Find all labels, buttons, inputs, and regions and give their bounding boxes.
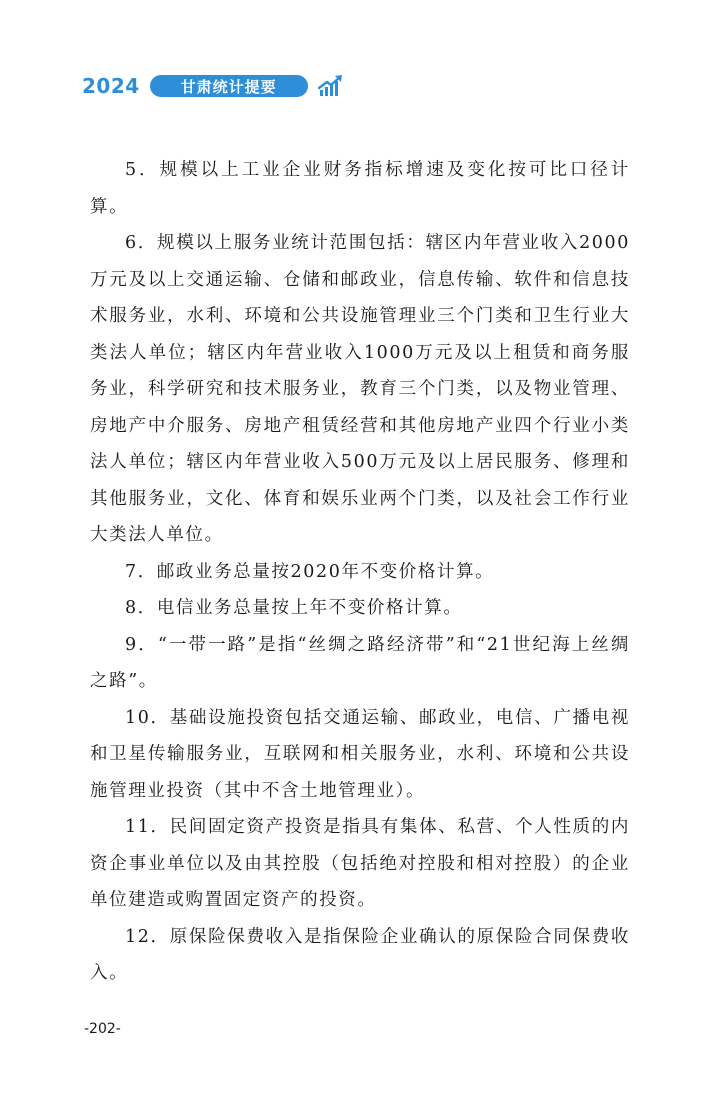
- note-paragraph: 5．规模以上工业企业财务指标增速及变化按可比口径计算。: [90, 160, 630, 217]
- header-year: 2024: [82, 74, 140, 98]
- page-header: [82, 72, 344, 100]
- note-paragraph: 6．规模以上服务业统计范围包括：辖区内年营业收入2000万元及以上交通运输、仓储和邮政业，信息传输、软件和信息技术服务业，水利、环境和公共设施管理业三个门类和卫生行业大类法人单位；辖区内年营业收入1000万元及以上租赁和商务服务业，科学研究和技术服务业，教育三个门类，以及物业管理、房地产中介服务、房地产租赁经营和其他房地产业四个行业小类法人单位；辖区内年营业收入500万元及以上居民服务、修理和其他服务业，文化、体育和娱乐业两个门类，以及社会工作行业大类法人单位。: [90, 233, 630, 545]
- note-paragraph: 8．电信业务总量按上年不变价格计算。: [125, 598, 463, 618]
- note-paragraph: 9．“一带一路”是指“丝绸之路经济带”和“21世纪海上丝绸之路”。: [90, 634, 630, 691]
- notes-body: [90, 152, 630, 992]
- note-paragraph: 12．原保险保费收入是指保险企业确认的原保险合同保费收入。: [90, 926, 630, 983]
- header-title-badge: [150, 75, 308, 97]
- note-paragraph: 7．邮政业务总量按2020年不变价格计算。: [125, 561, 495, 582]
- note-paragraph: 11．民间固定资产投资是指具有集体、私营、个人性质的内资企事业单位以及由其控股（包括绝对控股和相对控股）的企业单位建造或购置固定资产的投资。: [90, 817, 630, 910]
- page-number: -202-: [84, 1021, 121, 1037]
- header-title: 甘肃统计提要: [180, 77, 277, 96]
- chart-growth-icon: [318, 73, 344, 99]
- note-paragraph: 10．基础设施投资包括交通运输、邮政业，电信、广播电视和卫星传输服务业，互联网和相关服务业，水利、环境和公共设施管理业投资（其中不含土地管理业）。: [90, 707, 630, 801]
